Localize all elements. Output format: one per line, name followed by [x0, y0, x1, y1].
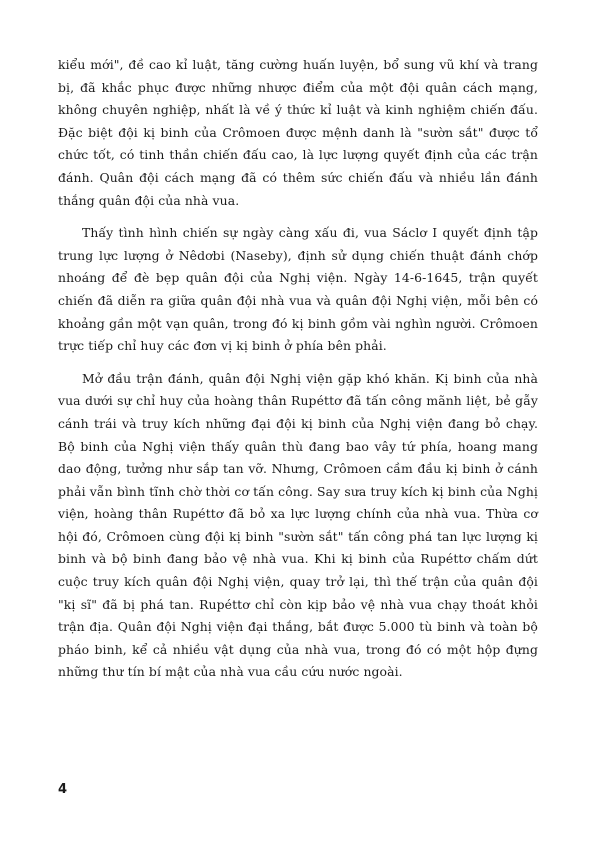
- paragraph-continued: kiểu mới", đề cao kỉ luật, tăng cường huấn luyện, bổ sung vũ khí và trang bị, đã khắc phục được những nhược điểm của một đội quân cách mạng, không chuyên nghiệp, nhất là về ý thức kỉ luật và kinh nghiệm chiến đấu. Đặc biệt đội kị binh của Crômoen được mệnh danh là "sườn sắt" được tổ chức tốt, có tinh thần chiến đấu cao, là lực lượng quyết định của các trận đánh. Quân đội cách mạng đã có thêm sức chiến đấu và nhiều lần đánh thắng quân đội của nhà vua.: [58, 57, 538, 208]
- page-number: 4: [58, 782, 68, 797]
- body-text: [58, 54, 538, 684]
- paragraph-naseby-preparation: Thấy tình hình chiến sự ngày càng xấu đi, vua Sáclơ I quyết định tập trung lực lượng ở Nêdơbi (Naseby), định sử dụng chiến thuật đánh chớp nhoáng để đè bẹp quân đội của Nghị viện. Ngày 14-6-1645, trận quyết chiến đã diễn ra giữa quân đội nhà vua và quân đội Nghị viện, mỗi bên có khoảng gần một vạn quân, trong đó kị binh gồm vài nghìn người. Crômoen trực tiếp chỉ huy các đơn vị kị binh ở phía bên phải.: [58, 225, 538, 354]
- paragraph-battle-account: Mở đầu trận đánh, quân đội Nghị viện gặp khó khăn. Kị binh của nhà vua dưới sự chỉ huy của hoàng thân Rupéttơ đã tấn công mãnh liệt, bẻ gẫy cánh trái và truy kích những đại đội kị binh của Nghị viện đang bỏ chạy. Bộ binh của Nghị viện thấy quân thù đang bao vây tứ phía, hoang mang dao động, tưởng như sắp tan vỡ. Nhưng, Crômoen cầm đầu kị binh ở cánh phải vẫn bình tĩnh chờ thời cơ tấn công. Say sưa truy kích kị binh của Nghị viện, hoàng thân Rupéttơ đã bỏ xa lực lượng chính của nhà vua. Thừa cơ hội đó, Crômoen cùng đội kị binh "sườn sắt" tấn công phá tan lực lượng kị binh và bộ binh đang bảo vệ nhà vua. Khi kị binh của Rupéttơ chấm dứt cuộc truy kích quân đội Nghị viện, quay trở lại, thì thế trận của quân đội "kị sĩ" đã bị phá tan. Rupéttơ chỉ còn kịp bảo vệ nhà vua chạy thoát khỏi trận địa. Quân đội Nghị viện đại thắng, bắt được 5.000 tù binh và toàn bộ pháo binh, kể cả nhiều vật dụng của nhà vua, trong đó có một hộp đựng những thư tín bí mật của nhà vua cầu cứu nước ngoài.: [58, 370, 538, 680]
